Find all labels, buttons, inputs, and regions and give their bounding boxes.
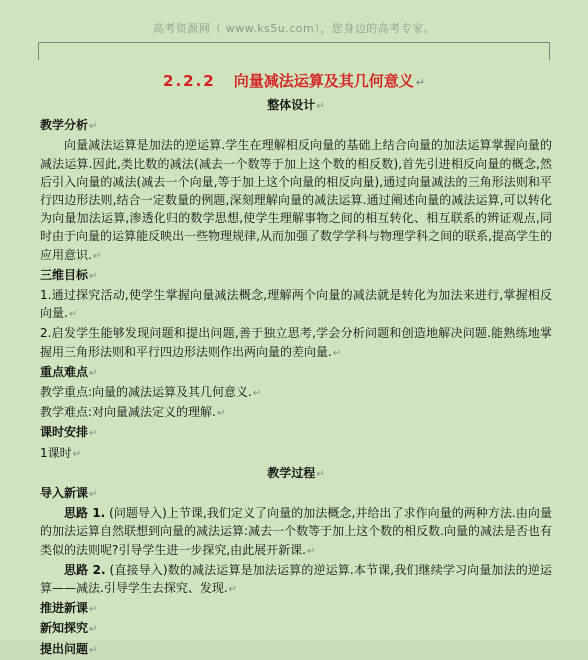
new-knowledge-heading: 新知探究↵	[40, 621, 98, 636]
raise-question-heading: 提出问题↵	[40, 641, 98, 656]
idea-2-paragraph: 思路 2. (直接导入)数的减法运算是加法运算的逆运算.本节课,我们继续学习向量加法的逆运算——减法.引导学生去探究、发现.↵	[40, 562, 552, 596]
teaching-process-heading: 教学过程↵	[267, 465, 325, 480]
paragraph-mark-icon: ↵	[307, 545, 316, 557]
difficult-point-line: 教学难点:对向量减法定义的理解.↵	[40, 405, 226, 420]
title-text: 向量减法运算及其几何意义	[233, 72, 414, 90]
paragraph-mark-icon: ↵	[332, 347, 342, 359]
schedule-heading: 课时安排↵	[40, 425, 98, 440]
schedule-value: 1课时↵	[40, 445, 82, 460]
header-rule	[38, 42, 550, 43]
paragraph-mark-icon: ↵	[72, 448, 82, 460]
margin-corner-left	[20, 42, 39, 60]
idea-1-paragraph: 思路 1. (问题导入)上节课,我们定义了向量的加法概念,并给出了求作向量的两种方法.由向量的加法运算自然联想到向量的减法运算:减去一个数等于加上这个数的相反数.向量的减法是否也有类似的法则呢?引导学生进一步探究,由此展开新课.↵	[40, 506, 552, 557]
paragraph-mark-icon: ↵	[89, 624, 98, 636]
paragraph-mark-icon: ↵	[252, 388, 262, 400]
paragraph-mark-icon: ↵	[316, 101, 325, 112]
paragraph-mark-icon: ↵	[228, 584, 238, 596]
paragraph-mark-icon: ↵	[89, 270, 98, 282]
paragraph-mark-icon: ↵	[92, 250, 102, 262]
document-body	[40, 96, 552, 660]
teaching-analysis-heading: 教学分析↵	[40, 118, 98, 133]
paragraph-mark-icon: ↵	[89, 489, 98, 501]
paragraph-mark-icon: ↵	[68, 309, 78, 321]
key-point-line: 教学重点:向量的减法运算及其几何意义.↵	[40, 385, 262, 400]
paragraph-mark-icon: ↵	[89, 428, 98, 440]
page-header-text: 高考资源网（ www.ks5u.com），您身边的高考专家。	[152, 22, 436, 35]
goals-heading: 三维目标↵	[40, 267, 98, 282]
paragraph-mark-icon: ↵	[216, 408, 226, 420]
idea-2-label: 思路 2.	[64, 562, 106, 577]
teaching-analysis-paragraph: 向量减法运算是加法的逆运算.学生在理解相反向量的基础上结合向量的加法运算掌握向量的减法运算.因此,类比数的减法(减去一个数等于加上这个数的相反数),首先引进相反向量的概念,然后引入向量的减法(减去一个向量,等于加上这个向量的相反向量),通过向量减法的三角形法则和平行四边形法则,结合一定数量的例题,深刻理解向量的减法运算.通过阐述向量的减法运算,可以转化为向量加法运算,渗透化归的数学思想,使学生理解事物之间的相互转化、相互联系的辨证观点,同时由于向量的运算能反映出一些物理规律,从而加强了数学学科与物理学科之间的联系,提高学生的应用意识.↵	[40, 138, 552, 262]
overall-design-heading: 整体设计↵	[267, 98, 325, 112]
margin-corner-right	[549, 42, 568, 60]
document-title	[0, 70, 588, 91]
goal-item-1: 1.通过探究活动,使学生掌握向量减法概念,理解两个向量的减法就是转化为加法来进行,掌握相反向量.↵	[40, 288, 552, 321]
paragraph-mark-icon: ↵	[415, 76, 425, 89]
intro-heading: 导入新课↵	[40, 486, 98, 501]
paragraph-mark-icon: ↵	[316, 468, 325, 480]
paragraph-mark-icon: ↵	[89, 367, 98, 379]
paragraph-mark-icon: ↵	[89, 604, 98, 616]
advance-heading: 推进新课↵	[40, 601, 98, 616]
idea-1-label: 思路 1.	[64, 506, 106, 521]
key-points-heading: 重点难点↵	[40, 364, 98, 379]
paragraph-mark-icon: ↵	[89, 644, 98, 656]
section-number: 2.2.2	[163, 72, 216, 90]
paragraph-mark-icon: ↵	[89, 121, 98, 133]
goal-item-2: 2.启发学生能够发现问题和提出问题,善于独立思考,学会分析问题和创造地解决问题.能熟练地掌握用三角形法则和平行四边形法则作出两向量的差向量.↵	[40, 326, 552, 359]
